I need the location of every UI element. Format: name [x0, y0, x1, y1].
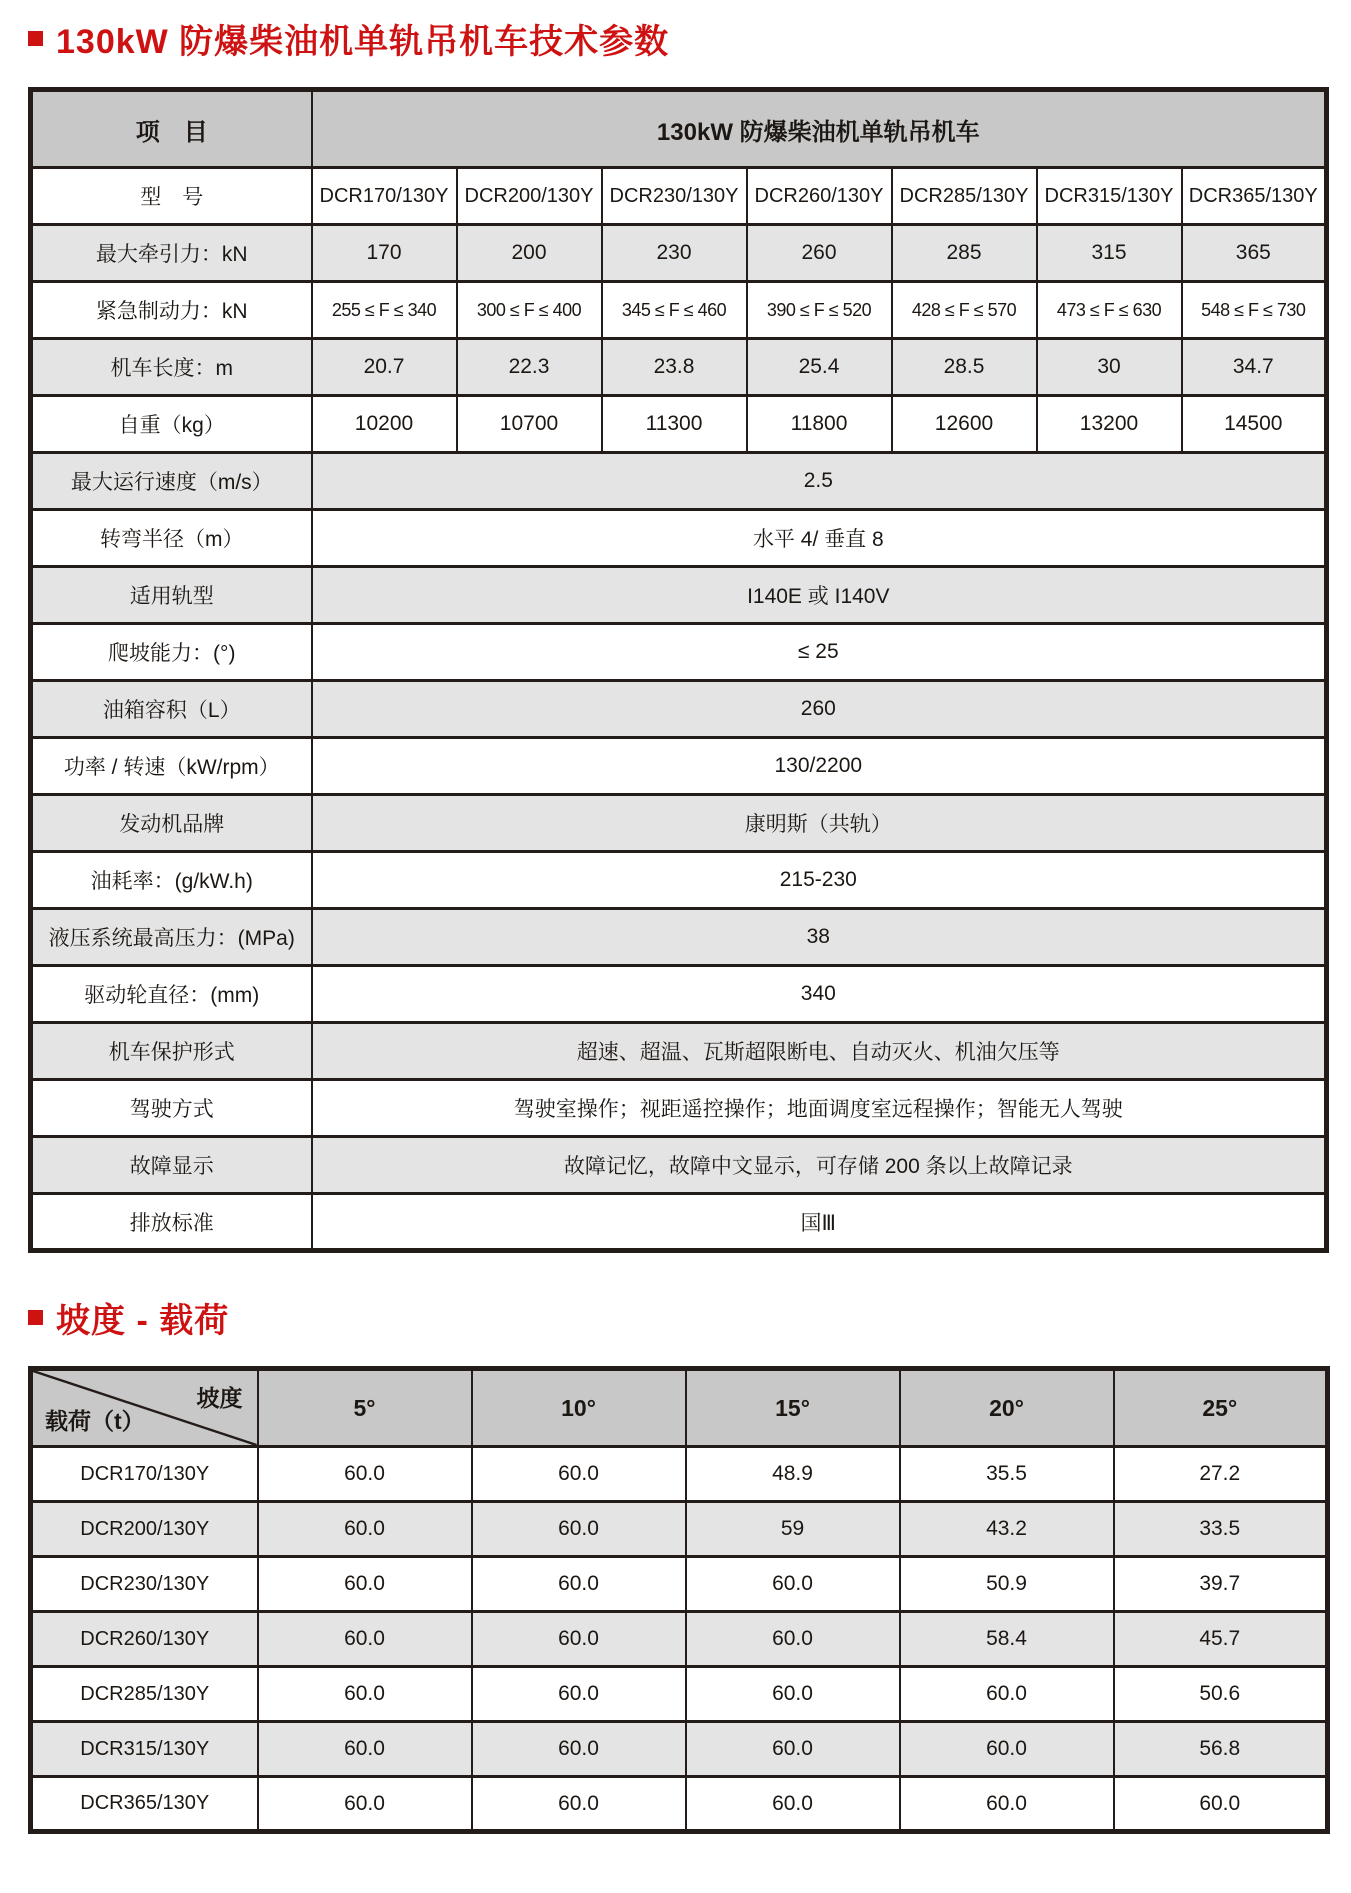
spec-row-max-speed — [31, 453, 1327, 510]
load-axis-label: 载荷（t） — [45, 1408, 145, 1434]
spec-value-cell: 12600 — [892, 396, 1037, 453]
load-value-cell: 60.0 — [472, 1722, 686, 1777]
spec-row-label: 爬坡能力：(°) — [31, 624, 312, 681]
angle-header-cell: 20° — [900, 1369, 1114, 1447]
load-value-cell: 60.0 — [472, 1777, 686, 1832]
load-value-cell: 60.0 — [258, 1447, 472, 1502]
load-value-cell: 60.0 — [258, 1722, 472, 1777]
spec-row-label: 最大牵引力：kN — [31, 225, 312, 282]
spec-table — [28, 87, 1329, 1253]
model-cell: DCR170/130Y — [31, 1447, 258, 1502]
load-value-cell: 60.0 — [258, 1777, 472, 1832]
load-value-cell: 60.0 — [472, 1557, 686, 1612]
spec-merged-value: 38 — [312, 909, 1327, 966]
spec-value-cell: 30 — [1037, 339, 1182, 396]
load-value-cell: 60.0 — [686, 1557, 900, 1612]
load-value-cell: 60.0 — [900, 1722, 1114, 1777]
spec-value-cell: 11800 — [747, 396, 892, 453]
spec-row-label: 自重（kg） — [31, 396, 312, 453]
spec-row-label: 功率 / 转速（kW/rpm） — [31, 738, 312, 795]
spec-row-label: 适用轨型 — [31, 567, 312, 624]
slope-row — [31, 1502, 1328, 1557]
spec-row-label: 故障显示 — [31, 1137, 312, 1194]
load-value-cell: 56.8 — [1114, 1722, 1328, 1777]
load-value-cell: 59 — [686, 1502, 900, 1557]
spec-merged-value: 340 — [312, 966, 1327, 1023]
spec-value-cell: 285 — [892, 225, 1037, 282]
spec-row-label: 油耗率：(g/kW.h) — [31, 852, 312, 909]
slope-corner-cell — [31, 1369, 258, 1447]
spec-row-label: 紧急制动力：kN — [31, 282, 312, 339]
spec-row-emission — [31, 1194, 1327, 1251]
spec-merged-value: 2.5 — [312, 453, 1327, 510]
spec-row-traction — [31, 225, 1327, 282]
slope-row — [31, 1777, 1328, 1832]
load-value-cell: 60.0 — [258, 1557, 472, 1612]
spec-value-cell: 428 ≤ F ≤ 570 — [892, 282, 1037, 339]
spec-merged-value: 康明斯（共轨） — [312, 795, 1327, 852]
spec-row-label: 液压系统最高压力：(MPa) — [31, 909, 312, 966]
spec-row-label: 型 号 — [31, 168, 312, 225]
angle-header-cell: 25° — [1114, 1369, 1328, 1447]
spec-row-label: 排放标准 — [31, 1194, 312, 1251]
spec-value-cell: 23.8 — [602, 339, 747, 396]
spec-row-driving-mode — [31, 1080, 1327, 1137]
load-value-cell: 60.0 — [472, 1447, 686, 1502]
section-title-specs — [28, 14, 1323, 63]
spec-value-cell: 14500 — [1182, 396, 1327, 453]
angle-header-cell: 5° — [258, 1369, 472, 1447]
spec-value-cell: 22.3 — [457, 339, 602, 396]
spec-row-hydraulic — [31, 909, 1327, 966]
model-cell: DCR260/130Y — [747, 168, 892, 225]
spec-row-braking — [31, 282, 1327, 339]
spec-merged-value: 超速、超温、瓦斯超限断电、自动灭火、机油欠压等 — [312, 1023, 1327, 1080]
spec-value-cell: 365 — [1182, 225, 1327, 282]
load-value-cell: 60.0 — [686, 1667, 900, 1722]
model-cell: DCR365/130Y — [31, 1777, 258, 1832]
model-cell: DCR315/130Y — [31, 1722, 258, 1777]
spec-merged-value: 260 — [312, 681, 1327, 738]
spec-value-cell: 548 ≤ F ≤ 730 — [1182, 282, 1327, 339]
load-value-cell: 60.0 — [900, 1667, 1114, 1722]
spec-value-cell: 230 — [602, 225, 747, 282]
load-value-cell: 60.0 — [1114, 1777, 1328, 1832]
spec-value-cell: 255 ≤ F ≤ 340 — [312, 282, 457, 339]
spec-value-cell: 10700 — [457, 396, 602, 453]
spec-value-cell: 28.5 — [892, 339, 1037, 396]
section-title-slope-load — [28, 1293, 1323, 1342]
spec-row-label: 转弯半径（m） — [31, 510, 312, 567]
angle-header-cell: 10° — [472, 1369, 686, 1447]
model-cell: DCR260/130Y — [31, 1612, 258, 1667]
load-value-cell: 60.0 — [258, 1502, 472, 1557]
model-cell: DCR200/130Y — [457, 168, 602, 225]
spec-value-cell: 10200 — [312, 396, 457, 453]
spec-group-header: 130kW 防爆柴油机单轨吊机车 — [312, 90, 1327, 168]
spec-value-cell: 260 — [747, 225, 892, 282]
spec-value-cell: 315 — [1037, 225, 1182, 282]
model-cell: DCR285/130Y — [892, 168, 1037, 225]
slope-row — [31, 1447, 1328, 1502]
spec-value-cell: 11300 — [602, 396, 747, 453]
spec-value-cell: 300 ≤ F ≤ 400 — [457, 282, 602, 339]
load-value-cell: 33.5 — [1114, 1502, 1328, 1557]
load-value-cell: 45.7 — [1114, 1612, 1328, 1667]
spec-header-row — [31, 90, 1327, 168]
load-value-cell: 60.0 — [472, 1667, 686, 1722]
load-value-cell: 39.7 — [1114, 1557, 1328, 1612]
spec-row-turn-radius — [31, 510, 1327, 567]
slope-header-row — [31, 1369, 1328, 1447]
load-value-cell: 60.0 — [686, 1612, 900, 1667]
spec-row-label: 油箱容积（L） — [31, 681, 312, 738]
spec-row-label: 机车长度：m — [31, 339, 312, 396]
slope-load-table — [28, 1366, 1330, 1834]
spec-value-cell: 25.4 — [747, 339, 892, 396]
spec-merged-value: 故障记忆，故障中文显示，可存储 200 条以上故障记录 — [312, 1137, 1327, 1194]
load-value-cell: 60.0 — [472, 1502, 686, 1557]
model-cell: DCR365/130Y — [1182, 168, 1327, 225]
model-cell: DCR230/130Y — [602, 168, 747, 225]
spec-row-label: 驱动轮直径：(mm) — [31, 966, 312, 1023]
spec-merged-value: 水平 4/ 垂直 8 — [312, 510, 1327, 567]
spec-merged-value: 国Ⅲ — [312, 1194, 1327, 1251]
load-value-cell: 35.5 — [900, 1447, 1114, 1502]
spec-value-cell: 34.7 — [1182, 339, 1327, 396]
spec-value-cell: 20.7 — [312, 339, 457, 396]
spec-merged-value: 驾驶室操作；视距遥控操作；地面调度室远程操作；智能无人驾驶 — [312, 1080, 1327, 1137]
load-value-cell: 58.4 — [900, 1612, 1114, 1667]
spec-row-fuel-rate — [31, 852, 1327, 909]
load-value-cell: 60.0 — [472, 1612, 686, 1667]
spec-value-cell: 170 — [312, 225, 457, 282]
spec-model-row — [31, 168, 1327, 225]
spec-row-weight — [31, 396, 1327, 453]
load-value-cell: 48.9 — [686, 1447, 900, 1502]
spec-value-cell: 390 ≤ F ≤ 520 — [747, 282, 892, 339]
load-value-cell: 60.0 — [900, 1777, 1114, 1832]
load-value-cell: 50.9 — [900, 1557, 1114, 1612]
spec-row-power — [31, 738, 1327, 795]
spec-row-label: 驾驶方式 — [31, 1080, 312, 1137]
spec-value-cell: 200 — [457, 225, 602, 282]
section-title-text: 坡度 - 载荷 — [56, 1302, 230, 1340]
spec-merged-value: ≤ 25 — [312, 624, 1327, 681]
spec-row-label: 发动机品牌 — [31, 795, 312, 852]
load-value-cell: 50.6 — [1114, 1667, 1328, 1722]
spec-row-engine-brand — [31, 795, 1327, 852]
spec-merged-value: I140E 或 I140V — [312, 567, 1327, 624]
spec-row-label: 机车保护形式 — [31, 1023, 312, 1080]
spec-row-protection — [31, 1023, 1327, 1080]
spec-corner-header: 项 目 — [31, 90, 312, 168]
load-value-cell: 60.0 — [686, 1722, 900, 1777]
load-value-cell: 27.2 — [1114, 1447, 1328, 1502]
spec-row-fault-display — [31, 1137, 1327, 1194]
slope-row — [31, 1557, 1328, 1612]
spec-row-climb — [31, 624, 1327, 681]
spec-row-length — [31, 339, 1327, 396]
model-cell: DCR200/130Y — [31, 1502, 258, 1557]
spec-value-cell: 345 ≤ F ≤ 460 — [602, 282, 747, 339]
model-cell: DCR315/130Y — [1037, 168, 1182, 225]
load-value-cell: 60.0 — [258, 1612, 472, 1667]
section-title-text: 130kW 防爆柴油机单轨吊机车技术参数 — [56, 23, 670, 61]
spec-merged-value: 130/2200 — [312, 738, 1327, 795]
model-cell: DCR285/130Y — [31, 1667, 258, 1722]
spec-row-wheel-dia — [31, 966, 1327, 1023]
load-value-cell: 60.0 — [258, 1667, 472, 1722]
spec-value-cell: 13200 — [1037, 396, 1182, 453]
red-square-bullet-icon — [28, 31, 43, 46]
slope-row — [31, 1612, 1328, 1667]
model-cell: DCR230/130Y — [31, 1557, 258, 1612]
model-cell: DCR170/130Y — [312, 168, 457, 225]
load-value-cell: 43.2 — [900, 1502, 1114, 1557]
spec-merged-value: 215-230 — [312, 852, 1327, 909]
spec-row-rail-type — [31, 567, 1327, 624]
slope-row — [31, 1722, 1328, 1777]
slope-row — [31, 1667, 1328, 1722]
load-value-cell: 60.0 — [686, 1777, 900, 1832]
slope-axis-label: 坡度 — [196, 1385, 243, 1411]
spec-value-cell: 473 ≤ F ≤ 630 — [1037, 282, 1182, 339]
spec-row-label: 最大运行速度（m/s） — [31, 453, 312, 510]
angle-header-cell: 15° — [686, 1369, 900, 1447]
section-gap — [28, 1253, 1323, 1293]
red-square-bullet-icon — [28, 1310, 43, 1325]
spec-row-tank — [31, 681, 1327, 738]
